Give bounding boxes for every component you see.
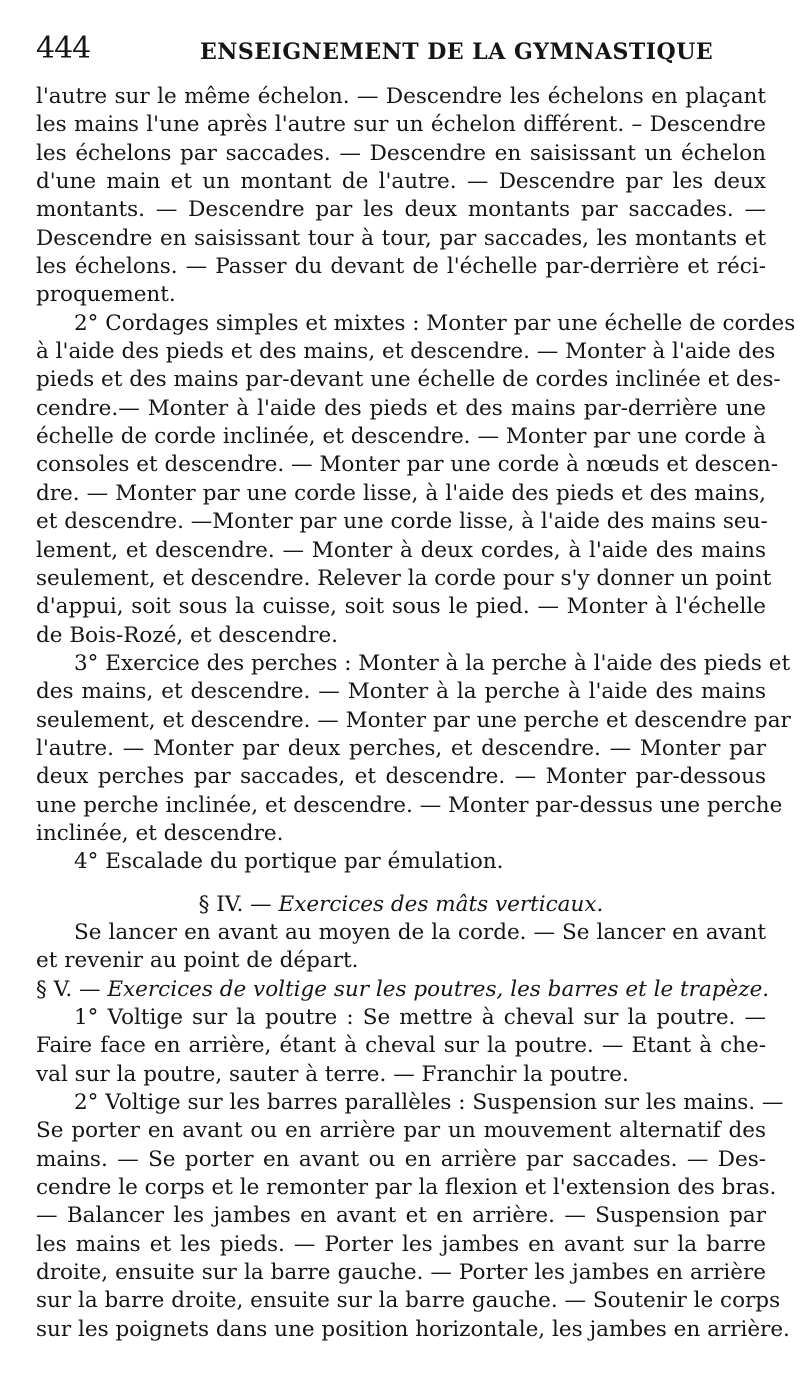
text-line: Se lancer en avant au moyen de la corde. — Se lancer en avant xyxy=(74,919,766,945)
text-line: seulement, et descendre. — Monter par une perche et descendre par xyxy=(36,707,791,733)
text-line: montants. — Descendre par les deux montants par saccades. — xyxy=(36,197,766,223)
text-line: Faire face en arrière, étant à cheval sur la poutre. — Etant à che- xyxy=(36,1033,766,1059)
section-v-label: § V. — xyxy=(36,976,108,1002)
text-line: sur les poignets dans une position horizontale, les jambes en arrière. xyxy=(36,1316,790,1342)
text-line: inclinée, et descendre. xyxy=(36,820,284,846)
text-line: — Balancer les jambes en avant et en arrière. — Suspension par xyxy=(36,1203,766,1229)
text-line: à l'aide des pieds et des mains, et descendre. — Monter à l'aide des xyxy=(36,339,776,365)
text-line: Se porter en avant ou en arrière par un mouvement alternatif des xyxy=(36,1118,766,1144)
section-heading-iv xyxy=(36,891,766,919)
text-line: l'autre sur le même échelon. — Descendre les échelons en plaçant xyxy=(36,84,766,109)
page-header xyxy=(36,24,766,68)
text-line: des mains, et descendre. — Monter à la perche à l'aide des mains xyxy=(36,679,766,705)
text-line: seulement, et descendre. Relever la corde pour s'y donner un point xyxy=(36,565,772,591)
text-line: les mains et les pieds. — Porter les jambes en avant sur la barre xyxy=(36,1231,766,1257)
text-line: échelle de corde inclinée, et descendre. — Monter par une corde à xyxy=(36,424,766,450)
paragraph-barres: 2° Voltige sur les barres parallèles : Suspension sur les mains. — xyxy=(74,1090,784,1116)
text-line: Descendre en saisissant tour à tour, par saccades, les montants et xyxy=(36,225,766,251)
text-line: sur la barre droite, ensuite sur la barre gauche. — Soutenir le corps xyxy=(36,1288,781,1314)
text-line: d'appui, soit sous la cuisse, soit sous le pied. — Monter à l'échelle xyxy=(36,594,766,620)
text-line: mains. — Se porter en avant ou en arrière par saccades. — Des- xyxy=(36,1146,766,1172)
text-line: de Bois-Rozé, et descendre. xyxy=(36,622,339,648)
text-line: lement, et descendre. — Monter à deux cordes, à l'aide des mains xyxy=(36,537,766,563)
text-line: les échelons. — Passer du devant de l'échelle par-derrière et réci- xyxy=(36,254,766,280)
paragraph-poutre: 1° Voltige sur la poutre : Se mettre à cheval sur la poutre. — xyxy=(74,1005,766,1030)
section-v-title: Exercices de voltige sur les poutres, les barres et le trapèze. xyxy=(107,976,770,1002)
text-line: les mains l'une après l'autre sur un échelon différent. – Descendre xyxy=(36,112,766,138)
text-line: val sur la poutre, sauter à terre. — Franchir la poutre. xyxy=(36,1061,629,1087)
text-line: pieds et des mains par-devant une échelle de cordes inclinée et des- xyxy=(36,367,781,393)
section-iv-label: § IV. — xyxy=(198,891,279,917)
text-line: l'autre. — Monter par deux perches, et descendre. — Monter par xyxy=(36,735,766,761)
section-iv-title: Exercices des mâts verticaux. xyxy=(278,891,604,917)
text-line: proquement. xyxy=(36,282,176,308)
text-line: cendre.— Monter à l'aide des pieds et des mains par-derrière une xyxy=(36,395,766,421)
paragraph-cordages: 2° Cordages simples et mixtes : Monter par une échelle de cordes xyxy=(74,310,796,336)
body-text xyxy=(36,83,796,1344)
section-heading-v xyxy=(36,976,770,1004)
text-line: et revenir au point de départ. xyxy=(36,948,359,974)
text-line: les échelons par saccades. — Descendre en saisissant un échelon xyxy=(36,140,766,166)
text-line: deux perches par saccades, et descendre. — Monter par-dessous xyxy=(36,764,766,790)
paragraph-perches: 3° Exercice des perches : Monter à la perche à l'aide des pieds et xyxy=(74,650,791,676)
text-line: cendre le corps et le remonter par la flexion et l'extension des bras. xyxy=(36,1175,777,1201)
text-line: une perche inclinée, et descendre. — Monter par-dessus une perche xyxy=(36,792,783,818)
text-line: droite, ensuite sur la barre gauche. — Porter les jambes en arrière xyxy=(36,1260,766,1286)
text-line: et descendre. —Monter par une corde lisse, à l'aide des mains seu- xyxy=(36,509,768,535)
text-line: dre. — Monter par une corde lisse, à l'aide des pieds et des mains, xyxy=(36,480,766,506)
paragraph-portique: 4° Escalade du portique par émulation. xyxy=(74,849,504,875)
text-line: d'une main et un montant de l'autre. — Descendre par les deux xyxy=(36,169,766,195)
text-line: consoles et descendre. — Monter par une corde à nœuds et descen- xyxy=(36,452,779,478)
running-head: ENSEIGNEMENT DE LA GYMNASTIQUE xyxy=(200,39,714,65)
page-number: 444 xyxy=(36,31,91,66)
